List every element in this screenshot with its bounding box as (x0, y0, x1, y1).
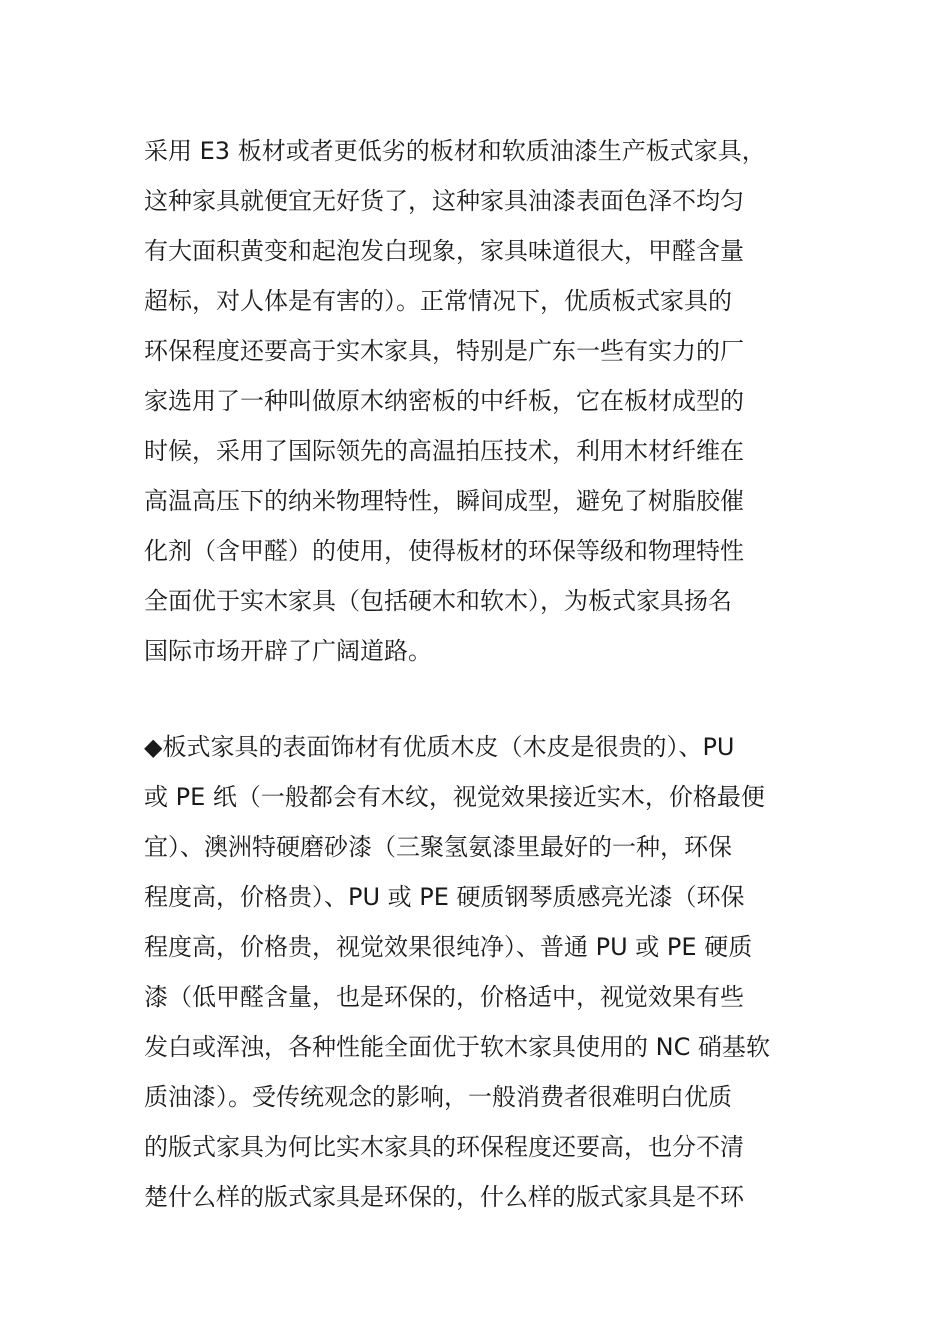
paragraph-1 (144, 126, 816, 676)
text-line: 程度高，价格贵，视觉效果很纯净）、普通 PU 或 PE 硬质 (144, 933, 753, 961)
text-line: 化剂（含甲醛）的使用，使得板材的环保等级和物理特性 (144, 537, 744, 565)
text-line: 这种家具就便宜无好货了，这种家具油漆表面色泽不均匀 (144, 187, 744, 215)
text-line: 发白或浑浊，各种性能全面优于软木家具使用的 NC 硝基软 (144, 1033, 770, 1061)
text-line: 质油漆）。受传统观念的影响，一般消费者很难明白优质 (144, 1083, 732, 1111)
text-line: 有大面积黄变和起泡发白现象，家具味道很大，甲醛含量 (144, 237, 744, 265)
text-line: 宜）、澳洲特硬磨砂漆（三聚氢氨漆里最好的一种，环保 (144, 833, 732, 861)
text-line: 或 PE 纸（一般都会有木纹，视觉效果接近实木，价格最便 (144, 783, 765, 811)
text-line: 超标，对人体是有害的）。正常情况下，优质板式家具的 (144, 287, 732, 315)
text-line: 漆（低甲醛含量，也是环保的，价格适中，视觉效果有些 (144, 983, 744, 1011)
text-line: 高温高压下的纳米物理特性，瞬间成型，避免了树脂胶催 (144, 487, 744, 515)
text-line: 程度高，价格贵）、PU 或 PE 硬质钢琴质感亮光漆（环保 (144, 883, 745, 911)
text-line: 的版式家具为何比实木家具的环保程度还要高，也分不清 (144, 1133, 744, 1161)
text-line: ◆板式家具的表面饰材有优质木皮（木皮是很贵的）、PU (144, 733, 735, 761)
text-line: 采用 E3 板材或者更低劣的板材和软质油漆生产板式家具， (144, 137, 766, 165)
text-line: 时候，采用了国际领先的高温拍压技术，利用木材纤维在 (144, 437, 744, 465)
text-line: 国际市场开辟了广阔道路。 (144, 637, 432, 665)
text-line: 环保程度还要高于实木家具，特别是广东一些有实力的厂 (144, 337, 744, 365)
text-line: 全面优于实木家具（包括硬木和软木），为板式家具扬名 (144, 587, 732, 615)
paragraph-2 (144, 722, 816, 1222)
text-line: 楚什么样的版式家具是环保的，什么样的版式家具是不环 (144, 1183, 744, 1211)
text-line: 家选用了一种叫做原木纳密板的中纤板，它在板材成型的 (144, 387, 744, 415)
